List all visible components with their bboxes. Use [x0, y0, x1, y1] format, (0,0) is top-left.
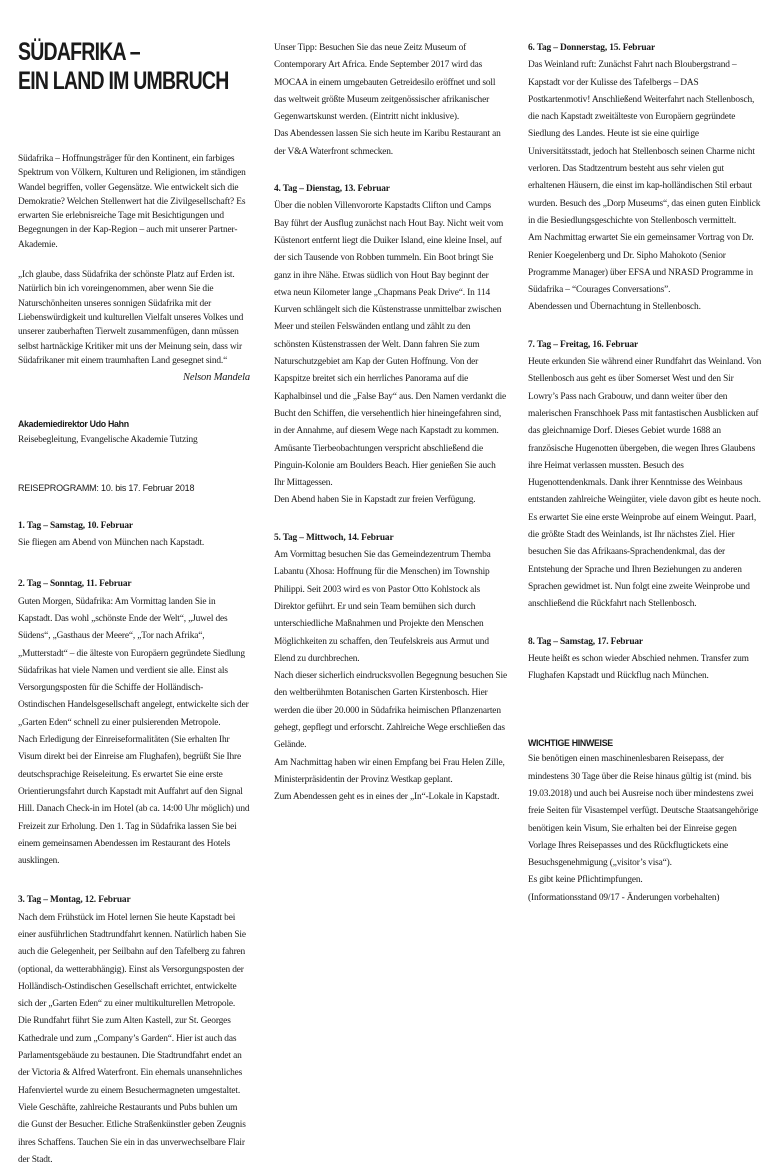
day-paragraph-continued: Unser Tipp: Besuchen Sie das neue Zeitz Museum of Contemporary Art Africa. Ende September 2017 wird das MOCAA in einem umgebauten Getreidesilo eröffnet und soll das weltweit größte Museum zeitgenössischer afrikanischer Gegenwartskunst werden. (Eintritt nicht inklusive). — [274, 43, 496, 123]
day-1 — [18, 518, 250, 553]
day-paragraph: Abendessen und Übernachtung in Stellenbosch. — [528, 302, 701, 313]
day-3 — [18, 892, 250, 1169]
day-heading: 4. Tag – Dienstag, 13. Februar — [274, 184, 390, 195]
day-heading: 7. Tag – Freitag, 16. Februar — [528, 339, 639, 350]
day-paragraph: Am Vormittag besuchen Sie das Gemeindezentrum Themba Labantu (Xhosa: Hoffnung für die Menschen) im Township Philippi. Seit 2003 wird es von Pastor Otto Kohlstock als Direktor geführt. Er und sein Team bemühen sich durch unterschiedliche Maßnahmen und Projekte den Menschen Möglichkeiten zu schaffen, den Teufelskreis aus Armut und Elend zu durchbrechen. — [274, 550, 491, 664]
day-paragraph: Heute heißt es schon wieder Abschied nehmen. Transfer zum Flughafen Kapstadt und Rückflug nach München. — [528, 653, 749, 682]
day-paragraph: Über die noblen Villenvororte Kapstadts Clifton und Camps Bay führt der Ausflug zunächst nach Hout Bay. Nicht weit vom Küstenort entfernt liegt die Duiker Island, eine kleine Insel, auf der sich Tausende von Robben tummeln. Ein Boot bringt Sie ganz in ihre Nähe. Etwas südlich von Hout Bay beginnt der etwa neun Kilometer lange „Chapmans Peak Drive“. In 114 Kurven schlängelt sich die Küstenstrasse unmittelbar zwischen Meer und steilen Felswänden entlang und zählt zu den schönsten Küstenstrassen der Welt. Dann fahren Sie zum Naturschutzgebiet am Kap der Guten Hoffnung. Von der Kapspitze breitet sich ein herrliches Panorama auf die Kaphalbinsel und die „False Bay“ aus. Den Namen verdankt die Bucht den Schiffen, die versehentlich hier hineingefahren sind, in der Annahme, auf diesem Wege nach Kapstadt zu kommen. Amüsante Tierbeobachtungen verspricht abschließend die Pinguin-Kolonie am Boulders Beach. Hier genießen Sie auch Ihr Mittagessen. — [274, 201, 507, 489]
day-2 — [18, 576, 250, 870]
page-title — [18, 38, 252, 96]
important-notes — [528, 735, 762, 907]
day-8 — [528, 634, 762, 686]
day-5 — [274, 530, 507, 807]
quote-author: Nelson Mandela — [182, 372, 250, 384]
intro-paragraph: Südafrika – Hoffnungsträger für den Kontinent, ein farbiges Spektrum von Völkern, Kulturen und Religionen, im ständigen Wandel begriffen, voller Gegensätze. Wie entwickelt sich die Demokratie? Welchen Stellenwert hat die Zivilgesellschaft? Es erwarten Sie erlebnisreiche Tage mit Besichtigungen und Begegnungen in der Kap-Region – auch mit unserer Partner-Akademie. — [18, 154, 246, 250]
title-line-1: SÜDAFRIKA – — [18, 38, 140, 66]
day-4 — [274, 181, 507, 510]
notes-paragraph: Sie benötigen einen maschinenlesbaren Reisepass, der mindestens 30 Tage über die Reise hinaus gültig ist (mind. bis 19.03.2018) und auch bei Ausreise noch über mindestens zwei freie Seiten für Visastempel verfügt. Deutsche Staatsangehörige benötigen kein Visum, Sie erhalten bei der Einreise gegen Vorlage Ihres Reisepasses und des Rückflugtickets eine Besuchsgenehmigung („visitor’s visa“). — [528, 754, 759, 869]
day-paragraph: Nach dieser sicherlich eindrucksvollen Begegnung besuchen Sie den weltberühmten Botanischen Garten Kirstenbosch. Hier werden die über 20.000 in Südafrika heimischen Pflanzenarten gehegt, gepflegt und erforscht. Zahlreiche Wege erschließen das Gelände. — [274, 671, 507, 751]
title-line-2: EIN LAND IM UMBRUCH — [18, 67, 229, 95]
column-left — [18, 38, 250, 1169]
day-heading: 3. Tag – Montag, 12. Februar — [18, 895, 131, 906]
notes-heading: WICHTIGE HINWEISE — [528, 738, 613, 749]
day-paragraph: Zum Abendessen geht es in eines der „In“-Lokale in Kapstadt. — [274, 792, 500, 803]
day-paragraph: Den Abend haben Sie in Kapstadt zur freien Verfügung. — [274, 495, 476, 506]
day-heading: 8. Tag – Samstag, 17. Februar — [528, 636, 643, 647]
day-paragraph: Am Nachmittag erwartet Sie ein gemeinsamer Vortrag von Dr. Renier Koegelenberg und Dr. Sipho Mahokoto (Senior Programme Manager) über EFSA und NRASD Programme in Südafrika – “Courages Conversations”. — [528, 233, 754, 296]
day-paragraph: Das Weinland ruft: Zunächst Fahrt nach Bloubergstrand – Kapstadt vor der Kulisse des Tafelbergs – DAS Postkartenmotiv! Anschließend Weiterfahrt nach Stellenbosch, die nach Kapstadt zweitälteste von Europäern gegründete Siedlung des Landes. Heute ist sie eine quirlige Universitätsstadt, jedoch hat Stellenbosch seinen Charme nicht verloren. Das Stadtzentrum besteht aus sehr vielen gut erhaltenen Häusern, die einst im kap-holländischen Stil erbaut wurden. Besuch des „Dorp Museums“, das einen guten Einblick in die Besiedlungsgeschichte von Stellenbosch vermittelt. — [528, 60, 761, 226]
column-right — [528, 40, 762, 907]
day-paragraph: Guten Morgen, Südafrika: Am Vormittag landen Sie in Kapstadt. Das wohl „schönste Ende der Welt“, „Juwel des Südens“, „Gasthaus der Meere“, „Tor nach Afrika“, „Mutterstadt“ – die älteste von Europäern gegründete Siedlung Südafrikas hat viele Namen und verdient sie alle. Einst als Versorgungsposten für die Schiffe der Holländisch-Ostindischen Handelsgesellschaft angelegt, entwickelte sich der „Garten Eden“ schnell zu einer pulsierenden Metropole. — [18, 596, 249, 728]
day-heading: 6. Tag – Donnerstag, 15. Februar — [528, 43, 655, 53]
day-paragraph: Sie fliegen am Abend von München nach Kapstadt. — [18, 538, 205, 549]
day-heading: 5. Tag – Mittwoch, 14. Februar — [274, 532, 394, 543]
day-paragraph: Nach dem Frühstück im Hotel lernen Sie heute Kapstadt bei einer ausführlichen Stadtrundfahrt kennen. Natürlich haben Sie auch die Gelegenheit, per Seilbahn auf den Tafelberg zu fahren (optional, da wetterabhängig). Einst als Versorgungsposten der Holländisch-Ostindischen Gesellschaft errichtet, entwickelte sich der „Garten Eden“ zu einer multikulturellen Metropole. Die Rundfahrt führt Sie zum Alten Kastell, zur St. Georges Kathedrale und zum „Company’s Garden“. Hier ist auch das Parlamentsgebäude zu bestaunen. Die Stadtrundfahrt endet an der Victoria & Alfred Waterfront. Ein ehemals unansehnliches Hafenviertel wurde zu einem Besuchermagneten umgestaltet. Viele Geschäfte, zahlreiche Restaurants und Pubs buhlen um die Gunst der Besucher. Etliche Straßenkünstler geben Zeugnis ihres Schaffens. Tauchen Sie ein in das unverwechselbare Flair der Stadt. — [18, 912, 246, 1165]
day-heading: 1. Tag – Samstag, 10. Februar — [18, 520, 133, 531]
program-label: REISEPROGRAMM: 10. bis 17. Februar 2018 — [18, 482, 195, 493]
director-name: Akademiedirektor Udo Hahn — [18, 419, 129, 430]
notes-paragraph: Es gibt keine Pflichtimpfungen. — [528, 875, 643, 886]
day-7 — [528, 337, 762, 614]
notes-paragraph: (Informationsstand 09/17 - Änderungen vorbehalten) — [528, 892, 720, 903]
day-paragraph: Heute erkunden Sie während einer Rundfahrt das Weinland. Von Stellenbosch aus geht es über Somerset West und den Sir Lowry’s Pass nach Grabouw, und dann weiter über den malerischen Franschhoek Pass mit fantastischen Ausblicken auf das gleichnamige Dorf. Dieses Gebiet wurde 1688 an französische Hugenotten übergeben, die wegen Ihres Glaubens ihre Heimat verlassen mussten. Besuch des Hugenottendenkmals. Dank ihrer Kenntnisse des Weinbaus entstanden zahlreiche Weingüter, viele davon gibt es heute noch. Es erwartet Sie eine erste Weinprobe auf einem Weingut. Paarl, die größte Stadt des Weinlands, ist Ihr nächstes Ziel. Hier besuchen Sie das Afrikaans-Sprachendenkmal, das der Entstehung der Sprache und Ihren Beziehungen zu anderen Sprachen gewidmet ist. Nun folgt eine zweite Weinprobe und anschließend die Rückfahrt nach Stellenbosch. — [528, 357, 762, 610]
day-paragraph: Am Nachmittag haben wir einen Empfang bei Frau Helen Zille, Ministerpräsidentin der Provinz Westkap geplant. — [274, 757, 505, 785]
day-paragraph: Das Abendessen lassen Sie sich heute im Karibu Restaurant an der V&A Waterfront schmecken. — [274, 129, 501, 157]
column-middle — [274, 40, 507, 806]
mandela-quote: „Ich glaube, dass Südafrika der schönste Platz auf Erden ist. Natürlich bin ich voreingenommen, aber wenn Sie die Naturschönheiten unseres sonnigen Südafrika mit der Liebenswürdigkeit und kulturellen Vielfalt unseres Volkes und unserer zauberhaften Tierwelt zusammenfügen, dann müssen selbst hartnäckige Kritiker mit uns der Meinung sein, dass wir Südafrikaner mit einem traumhaften Land gesegnet sind.“ — [18, 270, 244, 366]
day-heading: 2. Tag – Sonntag, 11. Februar — [18, 579, 132, 590]
day-6 — [528, 40, 762, 317]
day-paragraph: Nach Erledigung der Einreiseformalitäten (Sie erhalten Ihr Visum direkt bei der Einreise am Flughafen), begrüßt Sie Ihre deutschsprachige Reiseleitung. Es erwartet Sie eine erste Orientierungsfahrt durch Kapstadt mit Auffahrt auf den Signal Hill. Danach Check-in im Hotel (ab ca. 14:00 Uhr möglich) und Freizeit zur Erholung. Den 1. Tag in Südafrika lassen Sie bei einem gemeinsamen Abendessen im Restaurant des Hotels ausklingen. — [18, 735, 250, 867]
director-role: Reisebegleitung, Evangelische Akademie Tutzing — [18, 435, 198, 446]
